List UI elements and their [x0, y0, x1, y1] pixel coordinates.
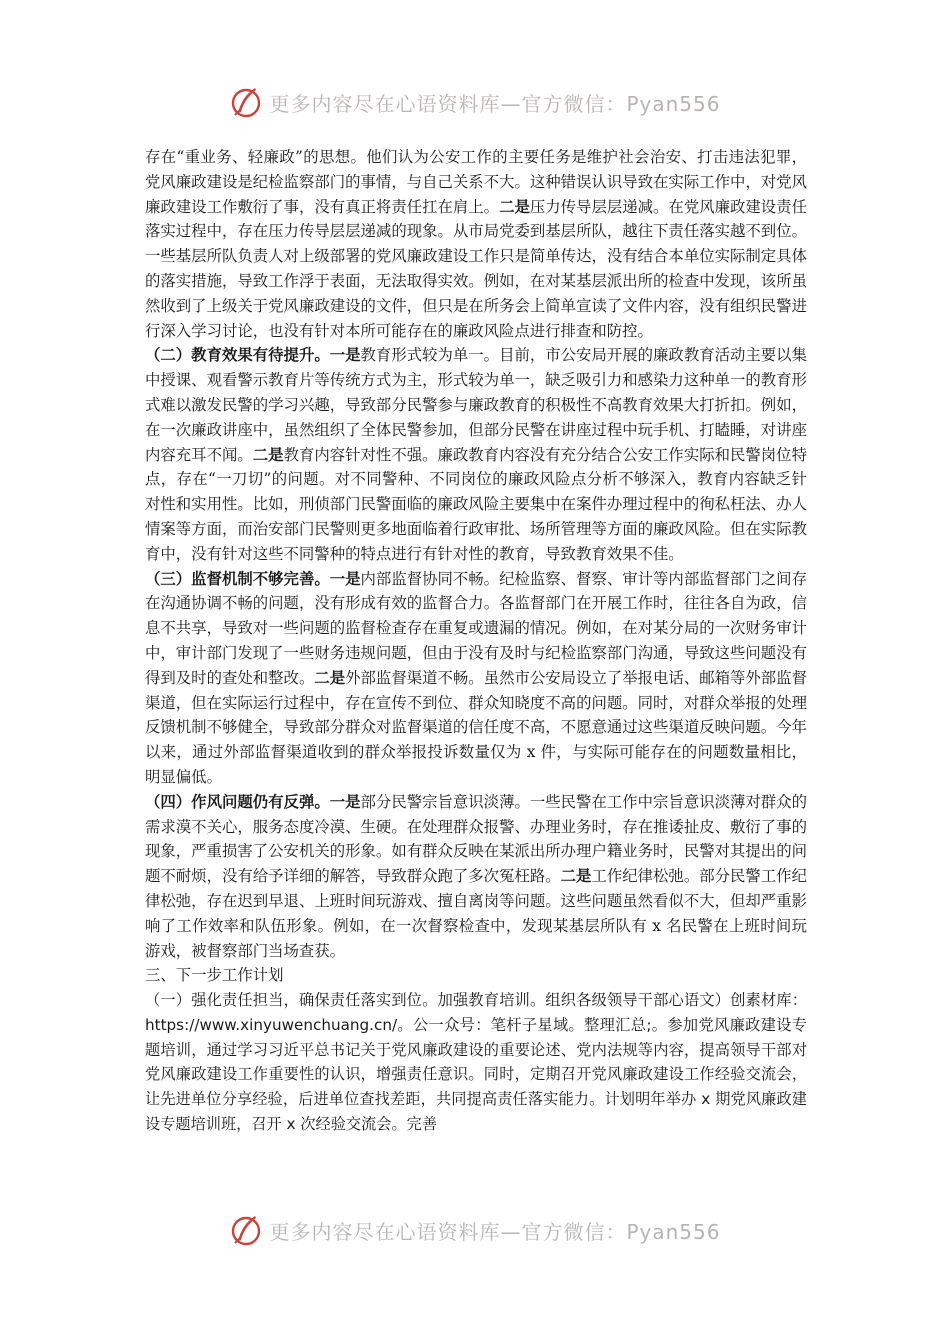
paragraph: （三）监督机制不够完善。一是内部监督协同不畅。纪检监察、督察、审计等内部监督部门之间存在沟通协调不畅的问题，没有形成有效的监督合力。各监督部门在开展工作时，往往各自为政，信息不共享，导致对一些问题的监督检查存在重复或遗漏的情况。例如，在对某分局的一次财务审计中，审计部门发现了一些财务违规问题，但由于没有及时与纪检监察部门沟通，导致这些问题没有得到及时的查处和整改。二是外部监督渠道不畅。虽然市公安局设立了举报电话、邮箱等外部监督渠道，但在实际运行过程中，存在宣传不到位、群众知晓度不高的问题。同时，对群众举报的处理反馈机制不够健全，导致部分群众对监督渠道的信任度不高，不愿意通过这些渠道反映问题。今年以来，通过外部监督渠道收到的群众举报投诉数量仅为 x 件，与实际可能存在的问题数量相比，明显偏低。 [145, 569, 807, 786]
section-heading: （二）教育效果有待提升。 [145, 346, 330, 365]
quill-pen-icon [229, 85, 263, 119]
quill-pen-icon [229, 1213, 263, 1247]
paragraph: （一）强化责任担当，确保责任落实到位。加强教育培训。组织各级领导干部心语文）创素材库：https://www.xinyuwenchuang.cn/。公一众号：笔杆子星域。整理汇总;。参加党风廉政建设专题培训，通过学习习近平总书记关于党风廉政建设的重要论述、党内法规等内容，提高领导干部对党风廉政建设工作重要性的认识，增强责任意识。同时，定期召开党风廉政建设工作经验交流会，让先进单位分享经验，后进单位查找差距，共同提高责任落实能力。计划明年举办 x 期党风廉政建设专题培训班，召开 x 次经验交流会。完善 [145, 991, 807, 1134]
section-heading: （四）作风问题仍有反弹。 [145, 792, 330, 811]
paragraph: （二）教育效果有待提升。一是教育形式较为单一。目前，市公安局开展的廉政教育活动主要以集中授课、观看警示教育片等传统方式为主，形式较为单一，缺乏吸引力和感染力这种单一的教育形式难以激发民警的学习兴趣，导致部分民警参与廉政教育的积极性不高教育效果大打折扣。例如，在一次廉政讲座中，虽然组织了全体民警参加，但部分民警在讲座过程中玩手机、打瞌睡，对讲座内容充耳不闻。二是教育内容针对性不强。廉政教育内容没有充分结合公安工作实际和民警岗位特点，存在“一刀切”的问题。对不同警种、不同岗位的廉政风险点分析不够深入，教育内容缺乏针对性和实用性。比如，刑侦部门民警面临的廉政风险主要集中在案件办理过程中的徇私枉法、办人情案等方面，而治安部门民警则更多地面临着行政审批、场所管理等方面的廉政风险。但在实际教育中，没有针对这些不同警种的特点进行有针对性的教育，导致教育效果不佳。 [145, 346, 807, 563]
section-heading: （三）监督机制不够完善。 [145, 569, 330, 588]
watermark-text: 更多内容尽在心语资料库—官方微信：Pyan556 [269, 91, 721, 116]
watermark-text: 更多内容尽在心语资料库—官方微信：Pyan556 [269, 1219, 721, 1244]
watermark-footer [0, 1210, 950, 1250]
paragraph: （四）作风问题仍有反弹。一是部分民警宗旨意识淡薄。一些民警在工作中宗旨意识淡薄对群众的需求漠不关心，服务态度冷漠、生硬。在处理群众报警、办理业务时，存在推诿扯皮、敷衍了事的现象，严重损害了公安机关的形象。如有群众反映在某派出所办理户籍业务时，民警对其提出的问题不耐烦，没有给予详细的解答，导致群众跑了多次冤枉路。二是工作纪律松弛。部分民警工作纪律松弛，存在迟到早退、上班时间玩游戏、擅自离岗等问题。这些问题虽然看似不大，但却严重影响了工作效率和队伍形象。例如，在一次督察检查中，发现某基层所队有 x 名民警在上班时间玩游戏，被督察部门当场查获。 [145, 792, 807, 960]
paragraph: 存在“重业务、轻廉政”的思想。他们认为公安工作的主要任务是维护社会治安、打击违法犯罪，党风廉政建设是纪检监察部门的事情，与自己关系不大。这种错误认识导致在实际工作中，对党风廉政建设工作敷衍了事，没有真正将责任扛在肩上。二是压力传导层层递减。在党风廉政建设责任落实过程中，存在压力传导层层递减的现象。从市局党委到基层所队，越往下责任落实越不到位。一些基层所队负责人对上级部署的党风廉政建设工作只是简单传达，没有结合本单位实际制定具体的落实措施，导致工作浮于表面，无法取得实效。例如，在对某基层派出所的检查中发现，该所虽然收到了上级关于党风廉政建设的文件，但只是在所务会上简单宣读了文件内容，没有组织民警进行深入学习讨论，也没有针对本所可能存在的廉政风险点进行排查和防控。 [145, 148, 807, 340]
document-body [145, 145, 807, 1137]
watermark-header [0, 82, 950, 122]
chapter-heading: 三、下一步工作计划 [145, 966, 284, 985]
